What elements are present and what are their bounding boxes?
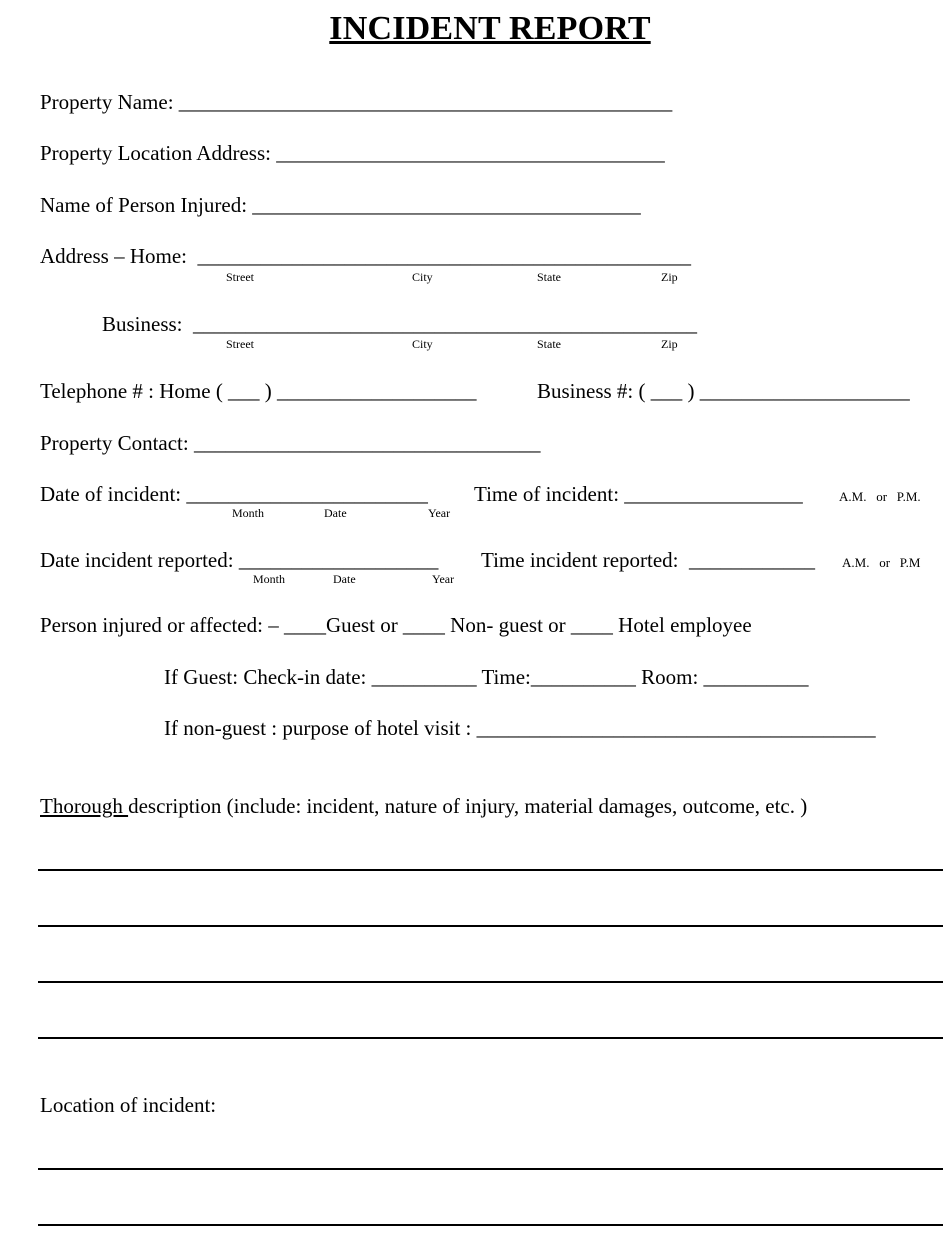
property-contact-field[interactable]: Property Contact: _________________________________	[40, 431, 541, 455]
time-of-incident-field[interactable]: Time of incident: _________________	[474, 482, 803, 506]
description-line-2[interactable]	[38, 925, 943, 927]
time-reported-field[interactable]: Time incident reported: ____________	[481, 548, 816, 572]
business-state-label: State	[537, 337, 561, 351]
date-reported-field[interactable]: Date incident reported: ___________________	[40, 548, 439, 572]
business-street-label: Street	[226, 337, 254, 351]
location-line-1[interactable]	[38, 1168, 943, 1170]
person-affected-field[interactable]: Person injured or affected: – ____Guest or ____ Non- guest or ____ Hotel employee	[40, 613, 752, 637]
description-heading	[40, 794, 807, 818]
person-injured-field[interactable]: Name of Person Injured: _____________________________________	[40, 193, 641, 217]
reported-month-label: Month	[253, 572, 286, 586]
guest-checkin-field[interactable]: If Guest: Check-in date: __________ Time:__________ Room: __________	[164, 665, 809, 689]
business-address-field[interactable]: Business: ________________________________________________	[102, 312, 698, 336]
business-city-label: City	[412, 337, 433, 351]
description-line-3[interactable]	[38, 981, 943, 983]
description-heading-underlined: Thorough	[40, 794, 129, 818]
home-address-field[interactable]: Address – Home: _______________________________________________	[40, 244, 691, 268]
location-of-incident-label: Location of incident:	[40, 1093, 217, 1117]
incident-date-label: Date	[324, 506, 347, 520]
property-location-field[interactable]: Property Location Address: _____________________________________	[40, 141, 665, 165]
home-city-label: City	[412, 270, 433, 284]
reported-am-pm-label: A.M. or P.M	[842, 555, 921, 570]
telephone-business-field[interactable]: Business #: ( ___ ) ____________________	[537, 379, 910, 403]
home-state-label: State	[537, 270, 561, 284]
reported-year-label: Year	[432, 572, 455, 586]
location-line-2[interactable]	[38, 1224, 943, 1226]
description-line-1[interactable]	[38, 869, 943, 871]
date-of-incident-field[interactable]: Date of incident: _______________________	[40, 482, 428, 506]
telephone-home-field[interactable]: Telephone # : Home ( ___ ) ___________________	[40, 379, 477, 403]
home-zip-label: Zip	[661, 270, 678, 284]
reported-date-label: Date	[333, 572, 356, 586]
description-line-4[interactable]	[38, 1037, 943, 1039]
non-guest-purpose-field[interactable]: If non-guest : purpose of hotel visit : ______________________________________	[164, 716, 876, 740]
incident-am-pm-label: A.M. or P.M.	[839, 489, 921, 504]
incident-month-label: Month	[232, 506, 265, 520]
home-street-label: Street	[226, 270, 254, 284]
form-title: INCIDENT REPORT	[329, 10, 651, 47]
property-name-field[interactable]: Property Name: _______________________________________________	[40, 90, 673, 114]
description-heading-rest: description (include: incident, nature of injury, material damages, outcome, etc. )	[128, 794, 808, 818]
business-zip-label: Zip	[661, 337, 678, 351]
incident-year-label: Year	[428, 506, 451, 520]
